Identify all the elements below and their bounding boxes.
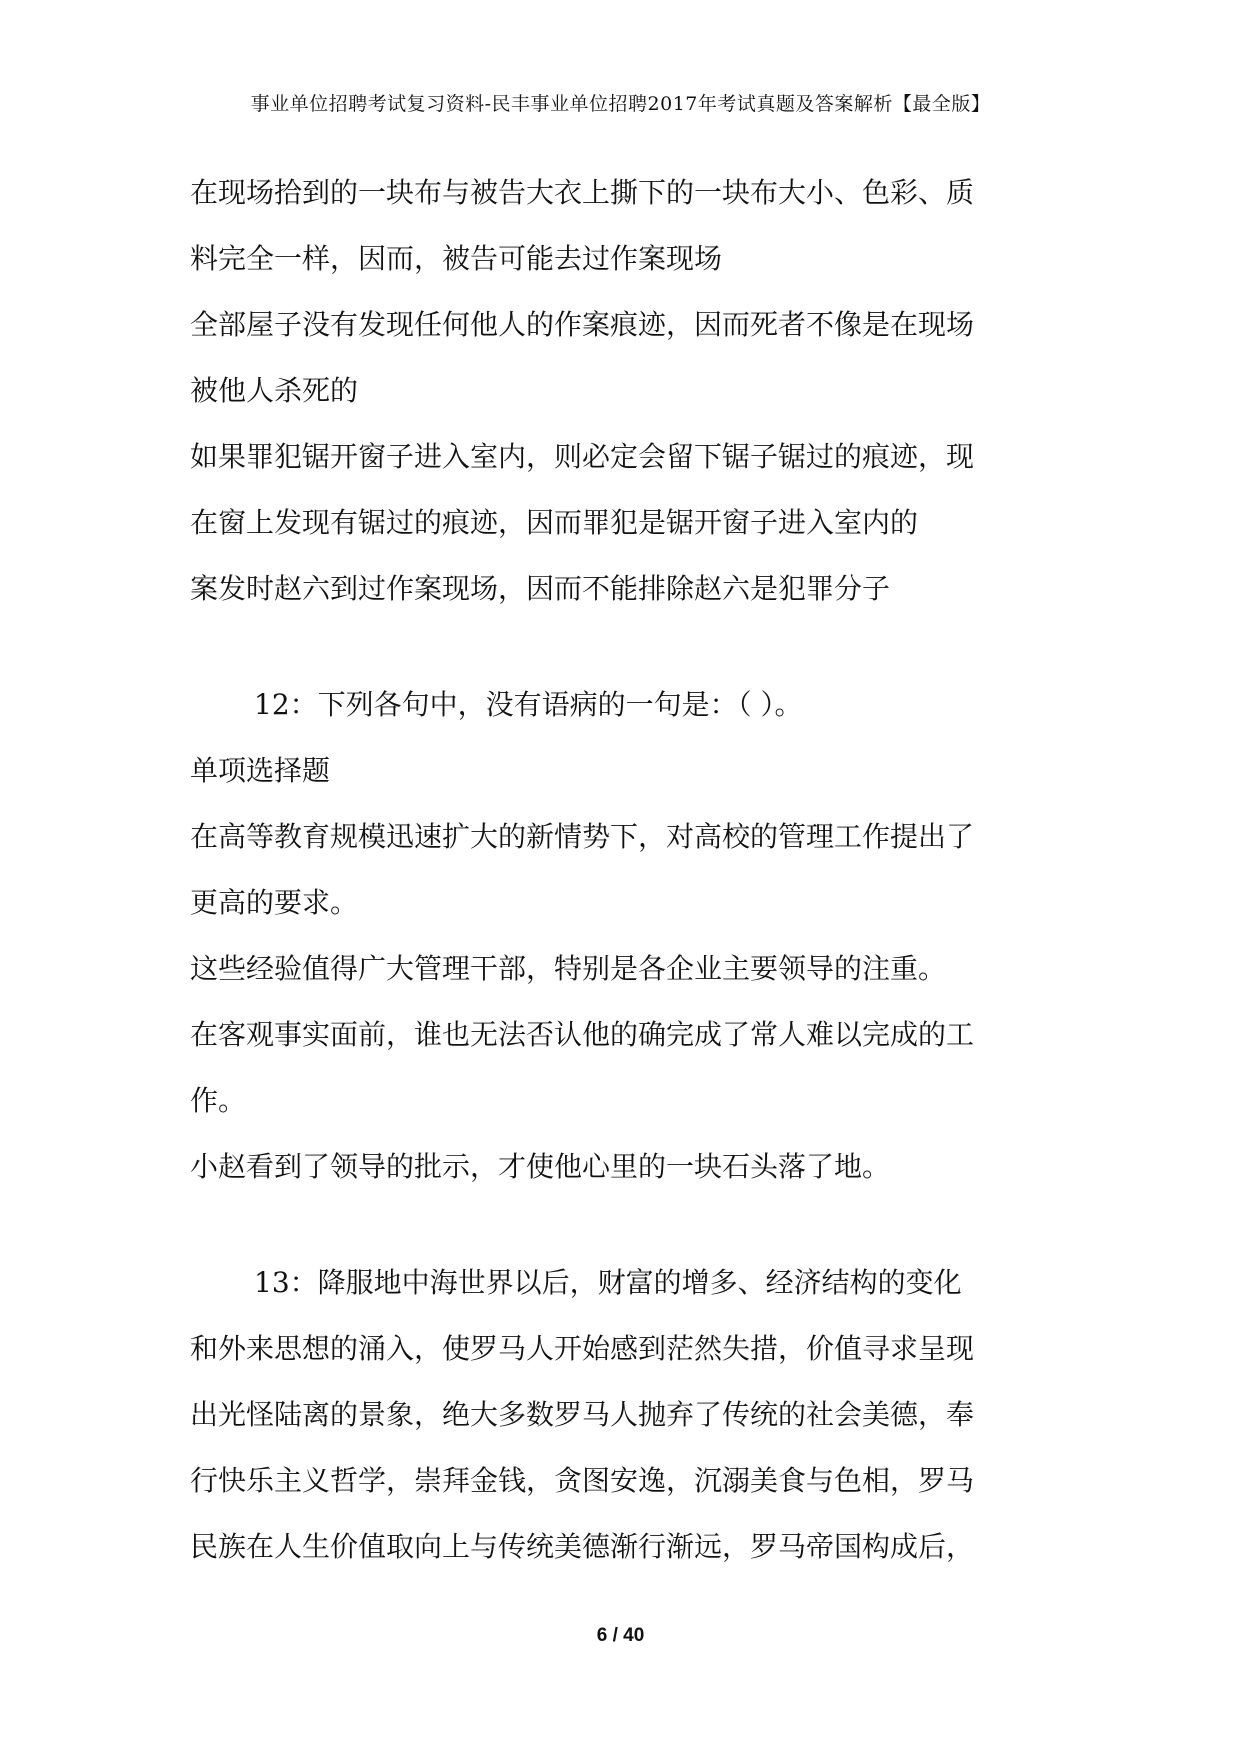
question-13 bbox=[190, 1250, 1090, 1580]
option-line: 料完全一样，因而，被告可能去过作案现场 bbox=[190, 242, 723, 275]
question-type: 单项选择题 bbox=[190, 754, 331, 787]
option-line: 这些经验值得广大管理干部，特别是各企业主要领导的注重。 bbox=[190, 952, 947, 985]
option-line: 在窗上发现有锯过的痕迹，因而罪犯是锯开窗子进入室内的 bbox=[190, 506, 919, 539]
option-line: 更高的要求。 bbox=[190, 886, 359, 919]
paragraph-line: 出光怪陆离的景象，绝大多数罗马人抛弃了传统的社会美德，奉 bbox=[190, 1398, 975, 1431]
paragraph-line: 行快乐主义哲学，崇拜金钱，贪图安逸，沉溺美食与色相，罗马 bbox=[190, 1464, 975, 1497]
question-stem: 13：降服地中海世界以后，财富的增多、经济结构的变化 bbox=[254, 1266, 962, 1299]
option-line: 在现场拾到的一块布与被告大衣上撕下的一块布大小、色彩、质 bbox=[190, 176, 975, 209]
option-line: 案发时赵六到过作案现场，因而不能排除赵六是犯罪分子 bbox=[190, 572, 891, 605]
question-stem: 12：下列各句中，没有语病的一句是：（ ）。 bbox=[254, 688, 803, 721]
paragraph-line: 和外来思想的涌入，使罗马人开始感到茫然失措，价值寻求呈现 bbox=[190, 1332, 975, 1365]
document-body bbox=[190, 160, 1090, 1580]
option-line: 在高等教育规模迅速扩大的新情势下，对高校的管理工作提出了 bbox=[190, 820, 975, 853]
option-line: 全部屋子没有发现任何他人的作案痕迹，因而死者不像是在现场 bbox=[190, 308, 975, 341]
option-line: 作。 bbox=[190, 1084, 247, 1117]
option-line: 在客观事实面前，谁也无法否认他的确完成了常人难以完成的工 bbox=[190, 1018, 975, 1051]
answer-options-block bbox=[190, 160, 1090, 622]
option-line: 小赵看到了领导的批示，才使他心里的一块石头落了地。 bbox=[190, 1150, 891, 1183]
page-header: 事业单位招聘考试复习资料-民丰事业单位招聘2017年考试真题及答案解析【最全版】 bbox=[250, 93, 991, 115]
question-12 bbox=[190, 672, 1090, 1200]
option-line: 被他人杀死的 bbox=[190, 374, 359, 407]
page-number: 6 / 40 bbox=[596, 1625, 645, 1646]
paragraph-line: 民族在人生价值取向上与传统美德渐行渐远，罗马帝国构成后， bbox=[190, 1530, 975, 1563]
spacer bbox=[190, 622, 1090, 672]
spacer bbox=[190, 1200, 1090, 1250]
option-line: 如果罪犯锯开窗子进入室内，则必定会留下锯子锯过的痕迹，现 bbox=[190, 440, 975, 473]
